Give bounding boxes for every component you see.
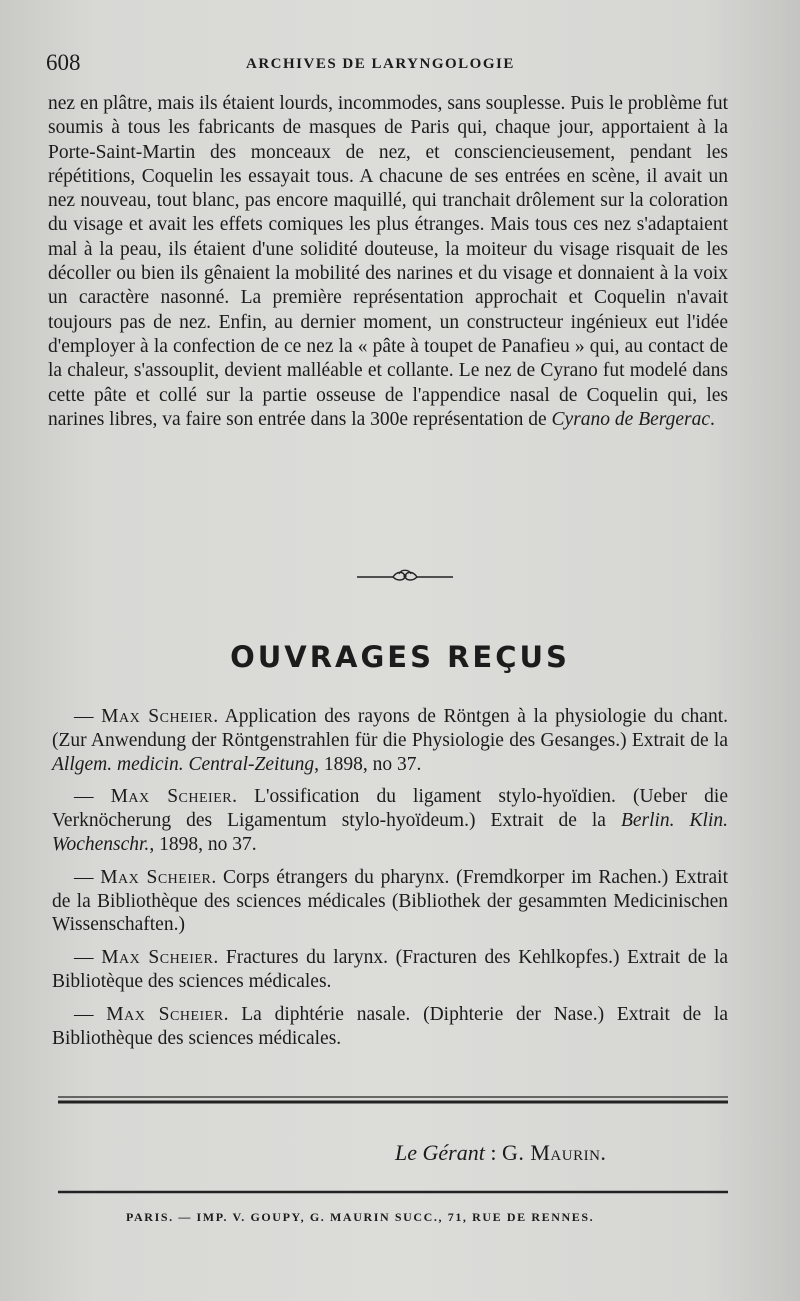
- play-title: Cyrano de Bergerac: [551, 408, 711, 430]
- list-item: — Max Scheier. Application des rayons de Röntgen à la physiologie du chant. (Zur Anwendung der Röntgenstrahlen für die Physiologie des Gesanges.) Extrait de la Allgem. medicin. Central-Zeitung, 1898, no 37.: [52, 706, 729, 775]
- list-item: — Max Scheier. Corps étrangers du pharynx. (Fremdkorper im Rachen.) Extrait de la Bibliothèque des sciences médicales (Bibliothek der gesammten Medicinischen Wissenschaften.): [52, 866, 729, 936]
- received-works-list: [52, 705, 728, 1059]
- author-name: Max Scheier: [101, 706, 214, 727]
- author-name: Max Scheier: [106, 1003, 224, 1025]
- list-item: — Max Scheier. L'ossification du ligament stylo-hyoïdien. (Ueber die Verknöcherung des Ligamentum stylo-hyoïdeum.) Extrait de la Berlin. Klin. Wochenschr., 1898, no 37.: [52, 786, 729, 855]
- fleuron-ornament-icon: [355, 565, 455, 587]
- author-name: Max Scheier: [101, 947, 214, 969]
- bottom-rule-divider: [58, 1190, 728, 1194]
- section-heading: OUVRAGES REÇUS: [230, 640, 570, 674]
- author-name: Max Scheier: [100, 866, 212, 888]
- page-number: 608: [46, 50, 81, 75]
- page-header: [46, 50, 736, 86]
- paragraph-end: .: [710, 408, 715, 430]
- running-title: ARCHIVES DE LARYNGOLOGIE: [246, 56, 515, 72]
- double-rule-divider: [58, 1095, 728, 1107]
- signature-label: Le Gérant: [395, 1140, 485, 1165]
- list-item: — Max Scheier. La diphtérie nasale. (Diphterie der Nase.) Extrait de la Bibliothèque des sciences médicales.: [52, 1003, 728, 1049]
- paragraph-text: nez en plâtre, mais ils étaient lourds, incommodes, sans souplesse. Puis le problème fut soumis à tous les fabricants de masques de Paris qui, chaque jour, apportaient à la Porte-Saint-Martin des monceaux de nez, et consciencieusement, pendant les répétitions, Coquelin les essayait tous. A chacune de ses entrées en scène, il avait un nez nouveau, tout blanc, pas encore maquillé, qui tranchait drôlement sur la coloration du visage et avait les effets comiques les plus étranges. Mais tous ces nez s'adaptaient mal à la peau, ils étaient d'une solidité douteuse, la moiteur du visage risquait de les décoller ou bien ils gênaient la mobilité des narines et du visage et donnaient à la voix un caractère nasonné. La première représentation approchait et Coquelin n'avait toujours pas de nez. Enfin, au dernier moment, un constructeur ingénieux eut l'idée d'employer à la confection de ce nez la « pâte à toupet de Panafieu » qui, au contact de la chaleur, s'assouplit, devient malléable et collante. Le nez de Cyrano fut modelé dans cette pâte et collé sur la partie osseuse de l'appendice nasal de Coquelin qui, les narines libres, va faire son entrée dans la 300e représentation de: [48, 93, 728, 430]
- journal-title: Berlin. Klin. Wochenschr.: [52, 810, 728, 855]
- author-name: Max Scheier: [110, 786, 233, 808]
- body-paragraph: [48, 92, 728, 432]
- list-item: — Max Scheier. Fractures du larynx. (Fracturen des Kehlkopfes.) Extrait de la Bibliotèque des sciences médicales.: [52, 947, 729, 992]
- manager-signature: Le Gérant : G. Maurin.: [395, 1140, 607, 1165]
- journal-title: Allgem. medicin. Central-Zeitung: [52, 753, 315, 775]
- printer-imprint: PARIS. — IMP. V. GOUPY, G. MAURIN SUCC., 71, RUE DE RENNES.: [126, 1210, 595, 1224]
- signature-name: G. Maurin.: [501, 1140, 607, 1165]
